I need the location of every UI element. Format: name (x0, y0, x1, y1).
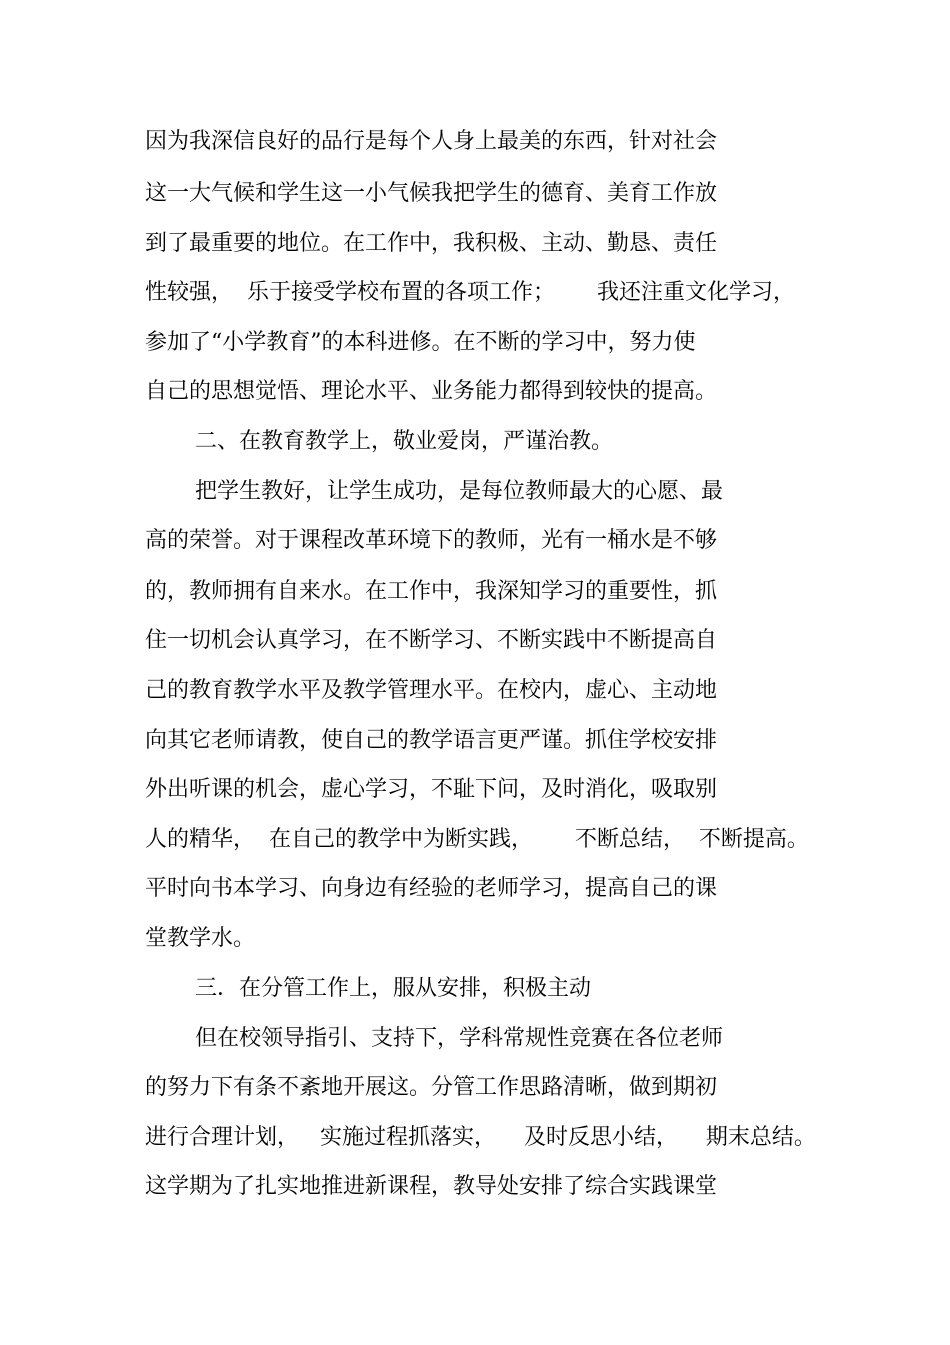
text-line: 这一大气候和学生这一小气候我把学生的德育、美育工作放 (145, 181, 718, 206)
text-line: 参加了“小学教育”的本科进修。在不断的学习中，努力使 (145, 330, 696, 355)
section-heading: 二、在教育教学上，敬业爱岗，严谨治教。 (195, 429, 614, 454)
text-line: 但在校领导指引、支持下，学科常规性竞赛在各位老师 (195, 1026, 724, 1051)
text-line: 因为我深信良好的品行是每个人身上最美的东西，针对社会 (145, 129, 718, 154)
text-line: 高的荣誉。对于课程改革环境下的教师，光有一桶水是不够 (145, 528, 718, 553)
text-line: 这学期为了扎实地推进新课程，教导处安排了综合实践课堂 (145, 1174, 718, 1199)
text-line: 堂教学水。 (145, 926, 256, 951)
text-line: 性较强， 乐于接受学校布置的各项工作； 我还注重文化学习， (145, 280, 795, 305)
text-line: 住一切机会认真学习，在不断学习、不断实践中不断提高自 (145, 628, 718, 653)
text-line: 平时向书本学习、向身边有经验的老师学习，提高自己的课 (145, 876, 718, 901)
text-line: 到了最重要的地位。在工作中，我积极、主动、勤恳、责任 (145, 231, 718, 256)
section-heading: 三．在分管工作上，服从安排，积极主动 (195, 976, 592, 1001)
text-line: 自己的思想觉悟、理论水平、业务能力都得到较快的提高。 (145, 379, 718, 404)
text-line: 己的教育教学水平及教学管理水平。在校内，虚心、主动地 (145, 678, 718, 703)
text-line: 人的精华， 在自己的教学中为断实践， 不断总结， 不断提高。 (145, 827, 809, 852)
text-line: 向其它老师请教，使自己的教学语言更严谨。抓住学校安排 (145, 728, 718, 753)
text-line: 外出听课的机会，虚心学习，不耻下问，及时消化，吸取别 (145, 777, 718, 802)
text-line: 的，教师拥有自来水。在工作中，我深知学习的重要性，抓 (145, 579, 718, 604)
text-line: 把学生教好，让学生成功，是每位教师最大的心愿、最 (195, 479, 724, 504)
text-line: 进行合理计划， 实施过程抓落实， 及时反思小结， 期末总结。 (145, 1125, 816, 1150)
text-line: 的努力下有条不紊地开展这。分管工作思路清晰，做到期初 (145, 1075, 718, 1100)
